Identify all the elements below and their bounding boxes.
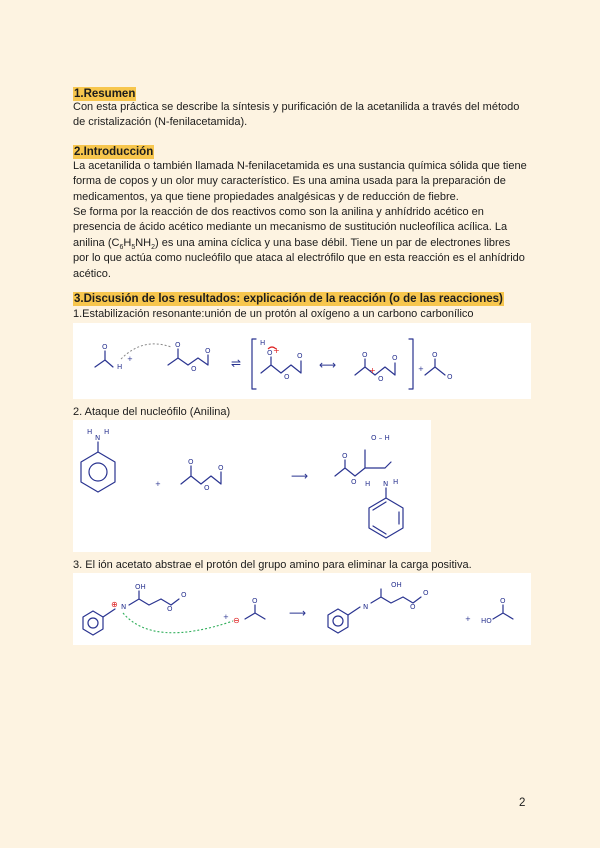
- svg-text:O: O: [267, 349, 273, 357]
- svg-text:⟷: ⟷: [319, 358, 337, 372]
- svg-text:O: O: [410, 603, 416, 611]
- step-2-caption: 2. Ataque del nucleófilo (Anilina): [73, 406, 231, 418]
- resonance-mechanism-drawing: [73, 323, 531, 399]
- step-3-caption: 3. El ión acetato abstrae el protón del grupo amino para eliminar la carga positiva.: [73, 559, 472, 571]
- svg-text:O: O: [102, 343, 108, 351]
- svg-text:+: +: [127, 355, 133, 363]
- svg-text:+: +: [465, 615, 471, 623]
- svg-text:HO: HO: [481, 617, 492, 625]
- section-title-introduction: 2.Introducción: [74, 146, 154, 158]
- svg-text:⟶: ⟶: [289, 606, 307, 620]
- svg-text:O: O: [500, 597, 506, 605]
- svg-text:⇌: ⇌: [231, 356, 242, 370]
- svg-text:O: O: [447, 373, 453, 381]
- svg-text:O: O: [167, 605, 173, 613]
- svg-text:O: O: [252, 597, 258, 605]
- svg-text:O: O: [392, 354, 398, 362]
- svg-text:+: +: [273, 346, 280, 355]
- nucleophilic-attack-drawing: [73, 420, 431, 552]
- svg-text:O: O: [351, 478, 357, 486]
- reaction-figure-3: [73, 573, 531, 645]
- svg-text:N: N: [95, 434, 101, 442]
- svg-text:O: O: [362, 351, 368, 359]
- svg-text:H: H: [260, 339, 266, 347]
- svg-text:H: H: [87, 428, 93, 436]
- svg-text:⊖: ⊖: [233, 616, 240, 625]
- svg-text:OH: OH: [135, 583, 146, 591]
- svg-text:O – H: O – H: [371, 434, 390, 442]
- svg-text:+: +: [369, 366, 376, 375]
- svg-text:H: H: [393, 478, 399, 486]
- svg-text:N: N: [121, 603, 127, 611]
- svg-text:H: H: [365, 480, 371, 488]
- reaction-figure-1: [73, 323, 531, 399]
- svg-text:N: N: [383, 480, 389, 488]
- svg-text:+: +: [418, 365, 424, 373]
- svg-text:⊕: ⊕: [111, 600, 118, 609]
- svg-text:O: O: [423, 589, 429, 597]
- svg-text:O: O: [378, 375, 384, 383]
- svg-text:H: H: [117, 363, 123, 371]
- svg-text:O: O: [175, 341, 181, 349]
- introduction-paragraph-2: Se forma por la reacción de dos reactivos como son la anilina y anhídrido acético en presencia de ácido acético mediante un mecanismo de sustitución nucleofílica acílica. La anilina $(C_6H_5NH_2)$ es una amina cíclica y una base débil. Tiene un par de electrones libres por lo que actúa como nucleófilo que ataca al electrófilo que en esta reacción es el anhídrido acético.: [73, 206, 525, 280]
- svg-text:OH: OH: [391, 581, 402, 589]
- summary-paragraph: Con esta práctica se describe la síntesis y purificación de la acetanilida a través del método de cristalización (N-fenilacetamida).: [73, 101, 520, 129]
- svg-text:O: O: [297, 352, 303, 360]
- svg-text:O: O: [284, 373, 290, 381]
- svg-text:O: O: [218, 464, 224, 472]
- svg-text:O: O: [342, 452, 348, 460]
- svg-text:O: O: [181, 591, 187, 599]
- svg-text:O: O: [432, 351, 438, 359]
- svg-text:O: O: [188, 458, 194, 466]
- acetate-deprotonation-drawing: [73, 573, 531, 645]
- svg-text:H: H: [104, 428, 110, 436]
- svg-text:+: +: [223, 613, 229, 621]
- svg-text:O: O: [204, 484, 210, 492]
- svg-text:O: O: [205, 347, 211, 355]
- svg-text:⟶: ⟶: [291, 469, 309, 483]
- section-title-discussion: 3.Discusión de los resultados: explicación de la reacción (o de las reacciones): [74, 293, 503, 305]
- step-1-caption: 1.Estabilización resonante:unión de un protón al oxígeno a un carbono carbonílico: [73, 308, 474, 320]
- section-title-summary: 1.Resumen: [74, 88, 136, 100]
- introduction-paragraph-1: La acetanilida o también llamada N-fenilacetamida es una sustancia química sólida que tiene forma de copos y un olor muy característico. Es una amina usada para la preparación de medicamentos, ya que tiene propiedades analgésicas y de reducción de fiebre.: [73, 160, 527, 203]
- reaction-figure-2: [73, 420, 431, 552]
- svg-text:+: +: [155, 480, 161, 488]
- svg-text:N: N: [363, 603, 369, 611]
- svg-text:O: O: [191, 365, 197, 373]
- page-number: 2: [519, 797, 526, 809]
